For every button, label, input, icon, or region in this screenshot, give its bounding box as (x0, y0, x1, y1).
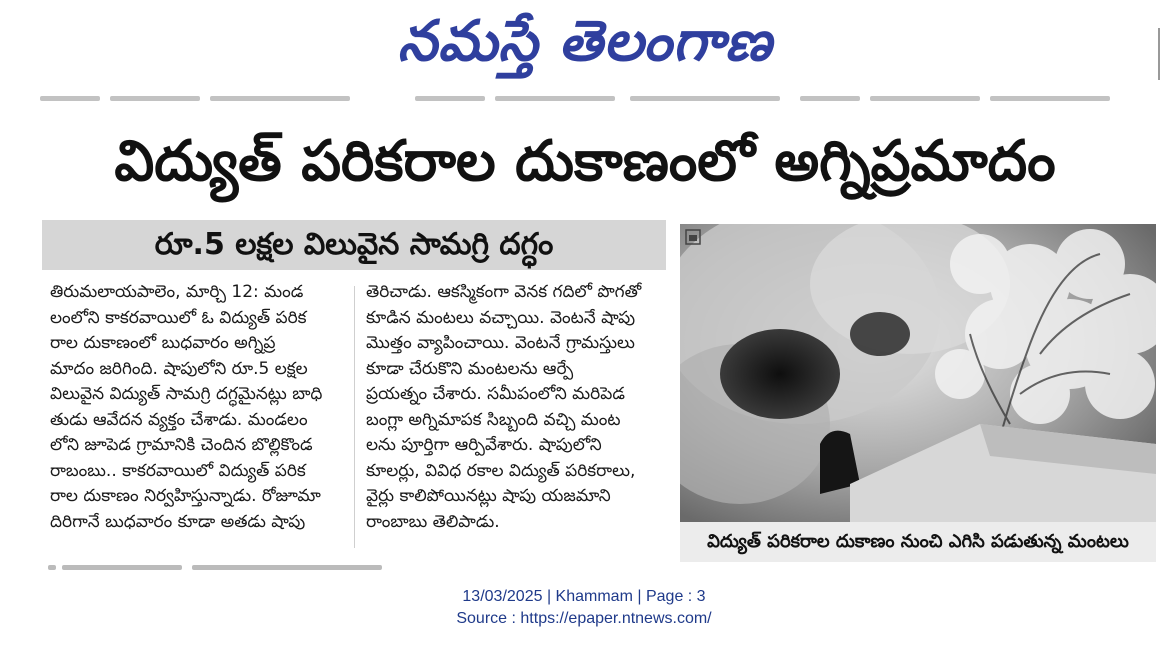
body-line: రాబంబు.. కాకరవాయిలో విద్యుత్ పరిక (50, 460, 306, 481)
footer-source (0, 610, 1168, 628)
column-divider (354, 286, 355, 548)
body-line: దిరిగానే బుధవారం కూడా అతడు షాపు (50, 511, 306, 532)
footer-meta (0, 588, 1168, 606)
body-line: తిరుమలాయపాలెం, మార్చి 12: మండ (50, 282, 304, 302)
fire-photo (680, 224, 1156, 522)
body-line: కూలర్లు, వివిధ రకాల విద్యుత్ పరికరాలు, (366, 460, 636, 481)
body-line: లోని జూపెడ గ్రామానికి చెందిన బొల్లికొండ (50, 435, 313, 455)
body-line: తెరిచాడు. ఆకస్మికంగా వెనక గదిలో పొగతో (366, 282, 642, 302)
fire-photo-illustration (680, 224, 1156, 522)
footer-separator: | (546, 588, 556, 605)
body-line: రాల దుకాణం నిర్వహిస్తున్నాడు. రోజూమా (50, 486, 321, 506)
article-column-2 (366, 280, 666, 560)
page-edge-mark (1158, 28, 1160, 80)
body-line: లను పూర్తిగా ఆర్పివేశారు. షాపులోని (366, 435, 602, 455)
body-line: బంగ్లా అగ్నిమాపక సిబ్బంది వచ్చి మంట (366, 409, 621, 430)
footer-separator: | (637, 588, 646, 605)
footer-source-link[interactable]: https://epaper.ntnews.com/ (520, 610, 712, 627)
footer-source-label: Source : (456, 610, 516, 627)
body-line: లంలోని కాకరవాయిలో ఓ విద్యుత్ పరిక (50, 307, 307, 328)
article-column-1 (50, 280, 346, 560)
body-line: మొత్తం వ్యాపించాయి. వెంటనే గ్రామస్తులు (366, 333, 635, 353)
body-line: తుడు ఆవేదన వ్యక్తం చేశాడు. మండలం (50, 409, 308, 430)
body-line: విలువైన విద్యుత్ సామగ్రి దగ్ధమైనట్లు బాధి (50, 384, 323, 404)
body-line: కూడా చేరుకొని మంటలను ఆర్పే (366, 358, 574, 379)
body-line: రాంబాబు తెలిపాడు. (366, 511, 500, 532)
truncated-text-strip (40, 92, 1120, 106)
masthead-logo: నమస్తే తెలంగాణ (397, 9, 773, 74)
footer-date: 13/03/2025 (462, 588, 543, 605)
article-headline: విద్యుత్ పరికరాల దుకాణంలో అగ్నిప్రమాదం (114, 129, 1056, 194)
body-line: వైర్లు కాలిపోయినట్లు షాపు యజమాని (366, 486, 611, 506)
body-line: మాదం జరిగింది. షాపులోని రూ.5 లక్షల (50, 358, 308, 379)
body-line: ప్రయత్నం చేశారు. సమీపంలోని మరిపెడ (366, 384, 625, 404)
body-line: రాల దుకాణంలో బుధవారం అగ్నిప్ర (50, 333, 276, 353)
footer-edition: Khammam (555, 588, 633, 605)
article-subheadline: రూ.5 లక్షల విలువైన సామగ్రి దగ్ధం (42, 220, 666, 270)
footer-page: Page : 3 (645, 588, 706, 605)
body-line: కూడిన మంటలు వచ్చాయి. వెంటనే షాపు (366, 307, 636, 328)
photo-caption: విద్యుత్ పరికరాల దుకాణం నుంచి ఎగిసి పడుతున్న మంటలు (680, 522, 1156, 562)
truncated-bottom-text (42, 563, 392, 571)
